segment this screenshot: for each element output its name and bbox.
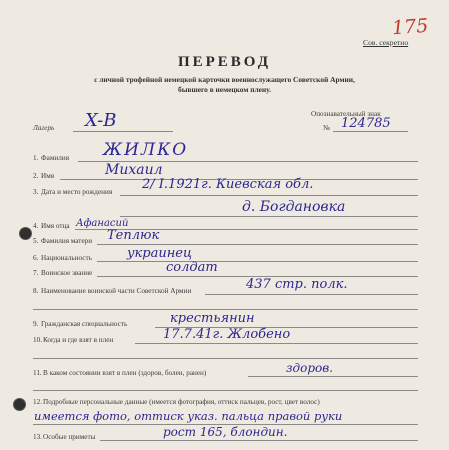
father-name-value: Афанасий	[76, 218, 129, 229]
military-unit-value: 437 стр. полк.	[246, 277, 348, 292]
field-10-underline	[135, 343, 418, 344]
field-2-number: 2.	[33, 172, 39, 180]
special-features-value: рост 165, блондин.	[163, 425, 288, 439]
field-12-label: Подробные персональные данные (имеется фотография, оттиск пальцев, рост, цвет волос)	[43, 398, 320, 406]
civil-profession-value: крестьянин	[170, 311, 255, 326]
field-5-underline	[97, 244, 418, 245]
document-title: ПЕРЕВОД	[177, 54, 272, 70]
surname-value: ЖИЛКО	[103, 140, 189, 160]
secrecy-stamp: Сов. секретно	[363, 38, 409, 47]
id-tag-underline	[333, 131, 408, 132]
separator-line-3	[33, 390, 418, 391]
field-2-label: Имя	[41, 172, 55, 180]
field-6-number: 6.	[33, 254, 39, 262]
field-6-underline	[97, 261, 418, 262]
id-tag-number-sign: №	[323, 124, 330, 132]
field-1-number: 1.	[33, 154, 39, 162]
field-13-underline	[100, 440, 418, 441]
field-11-label: В каком состоянии взят в плен (здоров, болен, ранен)	[43, 369, 207, 377]
field-13-label: Особые приметы	[43, 433, 96, 441]
document-subtitle-line2: бывшего в немецком плену.	[178, 85, 271, 94]
id-tag-label: Опознавательный знак	[311, 110, 381, 118]
birth-village-value: д. Богдановка	[242, 199, 346, 215]
field-8-label: Наименование воинской части Советской Армии	[41, 287, 192, 295]
camp-label: Лагерь	[33, 124, 55, 132]
camp-underline	[73, 131, 173, 132]
camp-value: X-B	[85, 110, 117, 131]
document-subtitle-line1: с личной трофейной немецкой карточки военнослужащего Советской Армии,	[94, 75, 355, 84]
punch-hole-bottom	[14, 399, 25, 410]
id-tag-value: 124785	[341, 116, 391, 131]
field-8-number: 8.	[33, 287, 39, 295]
rank-value: солдат	[166, 260, 218, 275]
field-5-label: Фамилия матери	[41, 237, 93, 245]
field-3-second-underline	[120, 216, 418, 217]
field-6-label: Национальность	[41, 254, 92, 262]
separator-line-2	[33, 358, 418, 359]
field-3-number: 3.	[33, 188, 39, 196]
field-9-label: Гражданская специальность	[41, 320, 128, 328]
first-name-value: Михаил	[105, 162, 163, 178]
punch-hole-top	[20, 228, 31, 239]
field-11-underline	[248, 376, 418, 377]
nationality-value: украинец	[127, 246, 193, 261]
field-3-underline	[120, 195, 418, 196]
field-7-label: Воинское звание	[41, 269, 93, 277]
capture-date-place-value: 17.7.41г. Жлобено	[163, 327, 291, 342]
field-8-underline	[205, 294, 418, 295]
personal-data-value: имеется фото, оттиск указ. пальца правой руки	[34, 409, 343, 423]
mother-surname-value: Теплюк	[107, 228, 160, 243]
field-5-number: 5.	[33, 237, 39, 245]
condition-value: здоров.	[286, 361, 334, 375]
field-9-number: 9.	[33, 320, 39, 328]
field-12-number: 12.	[33, 398, 42, 406]
field-1-label: Фамилия	[41, 154, 70, 162]
field-3-label: Дата и место рождения	[41, 188, 113, 196]
field-11-number: 11.	[33, 369, 42, 377]
field-13-number: 13.	[33, 433, 42, 441]
birth-date-place-value: 2/ I.1921г. Киевская обл.	[142, 177, 314, 192]
field-4-number: 4.	[33, 222, 39, 230]
field-4-label: Имя отца	[41, 222, 70, 230]
separator-line-1	[33, 309, 418, 310]
field-10-number: 10.	[33, 336, 42, 344]
field-7-number: 7.	[33, 269, 39, 277]
field-10-label: Когда и где взят в плен	[43, 336, 114, 344]
handwritten-number-annotation: 175	[391, 14, 429, 40]
